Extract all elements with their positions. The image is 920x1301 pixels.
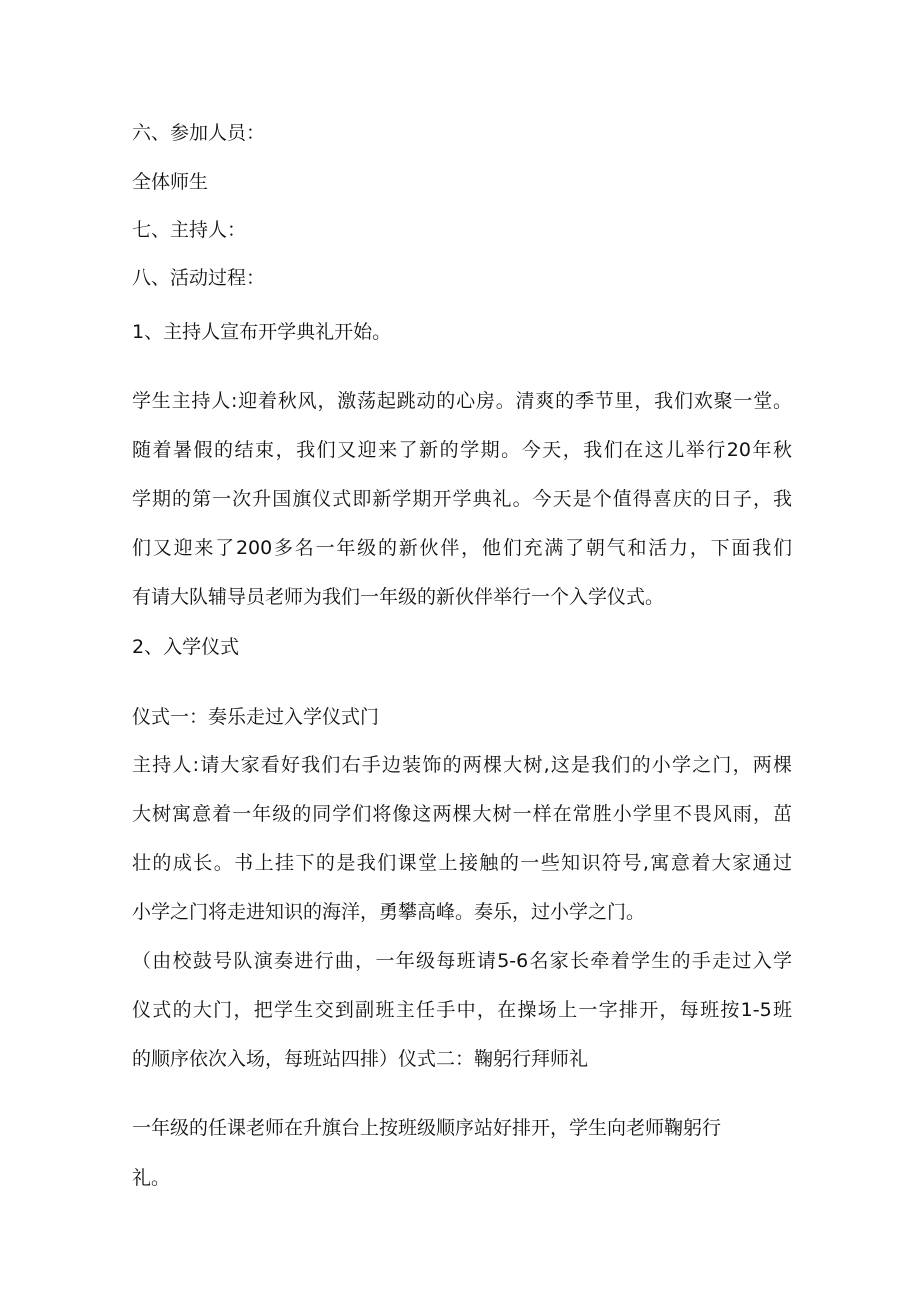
section-6-body: 全体师生 <box>132 171 209 193</box>
paragraph-line: 随着暑假的结束，我们又迎来了新的学期。今天，我们在这儿举行20年秋 <box>132 439 792 461</box>
note-line: 的顺序依次入场，每班站四排）仪式二：鞠躬行拜师礼 <box>132 1048 589 1070</box>
ceremony-1-heading: 仪式一：奏乐走过入学仪式门 <box>132 706 380 728</box>
host-line: 主持人:请大家看好我们右手边装饰的两棵大树,这是我们的小学之门，两棵 <box>132 754 792 776</box>
step-2-heading: 2、入学仪式 <box>132 636 240 658</box>
host-line: 小学之门将走进知识的海洋，勇攀高峰。奏乐，过小学之门。 <box>132 901 646 923</box>
host-line: 壮的成长。书上挂下的是我们课堂上接触的一些知识符号,寓意着大家通过 <box>132 852 792 874</box>
paragraph-line: 们又迎来了200多名一年级的新伙伴，他们充满了朝气和活力，下面我们 <box>132 537 792 559</box>
section-8-heading: 八、活动过程： <box>132 267 266 289</box>
note-line: 仪式的大门，把学生交到副班主任手中，在操场上一字排开，每班按1-5班 <box>132 999 792 1021</box>
section-7-heading: 七、主持人： <box>132 219 247 241</box>
ceremony-2-line: 礼。 <box>132 1167 171 1189</box>
paragraph-line: 有请大队辅导员老师为我们一年级的新伙伴举行一个入学仪式。 <box>132 586 665 608</box>
paragraph-line: 学期的第一次升国旗仪式即新学期开学典礼。今天是个值得喜庆的日子，我 <box>132 488 792 510</box>
host-line: 大树寓意着一年级的同学们将像这两棵大树一样在常胜小学里不畏风雨，茁 <box>132 803 792 825</box>
section-6-heading: 六、参加人员： <box>132 122 266 144</box>
paragraph-line: 学生主持人:迎着秋风，激荡起跳动的心房。清爽的季节里，我们欢聚一堂。 <box>132 390 792 412</box>
step-1-heading: 1、主持人宣布开学典礼开始。 <box>132 321 392 343</box>
ceremony-2-line: 一年级的任课老师在升旗台上按班级顺序站好排开，学生向老师鞠躬行 <box>132 1117 722 1139</box>
note-line: （由校鼓号队演奏进行曲，一年级每班请5-6名家长牵着学生的手走过入学 <box>132 950 792 972</box>
